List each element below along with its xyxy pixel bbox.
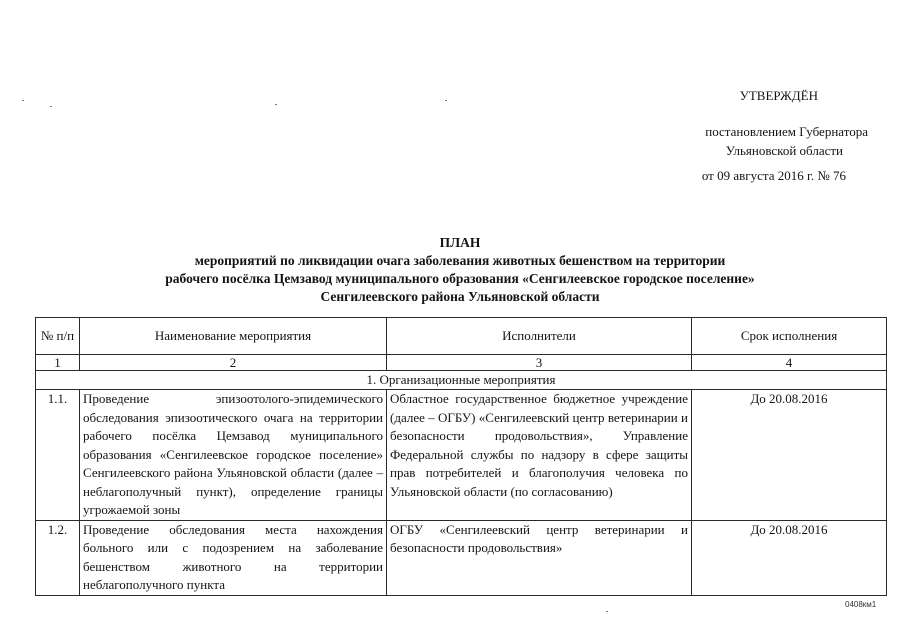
- row-number: 1.1.: [36, 390, 80, 521]
- header-no: № п/п: [36, 318, 80, 355]
- plan-heading: [80, 234, 840, 306]
- approval-line-2: Ульяновской области: [725, 143, 843, 158]
- plan-subtitle-line-2: рабочего посёлка Цемзавод муниципального образования «Сенгилеевское городское поселение»: [165, 271, 755, 286]
- approval-title: УТВЕРЖДЁН: [739, 88, 818, 103]
- scan-speck: [445, 100, 447, 101]
- row-event: Проведение эпизоотолого-эпидемического обследования эпизоотического очага на территории рабочего посёлка Цемзавод муниципального образования «Сенгилеевское городское поселение» Сенгилеевского района Ульяновской области (далее – неблагополучный пункт), определение границы угрожаемой зоны: [80, 390, 387, 521]
- section-title: 1. Организационные мероприятия: [36, 371, 887, 390]
- header-executors: Исполнители: [387, 318, 692, 355]
- scan-speck: [50, 106, 52, 107]
- column-number: 3: [387, 355, 692, 371]
- column-number: 1: [36, 355, 80, 371]
- row-executors: ОГБУ «Сенгилеевский центр ветеринарии и безопасности продовольствия»: [387, 520, 692, 595]
- scan-speck: [22, 100, 24, 101]
- row-deadline: До 20.08.2016: [692, 390, 887, 521]
- column-number: 2: [80, 355, 387, 371]
- column-number-row: [36, 355, 887, 371]
- plan-subtitle-line-3: Сенгилеевского района Ульяновской области: [320, 289, 600, 304]
- column-number: 4: [692, 355, 887, 371]
- approval-line-1: постановлением Губернатора: [705, 124, 868, 139]
- row-deadline: До 20.08.2016: [692, 520, 887, 595]
- table-row: [36, 520, 887, 595]
- row-event: Проведение обследования места нахождения больного или с подозрением на заболевание бешенством животного на территории неблагополучного пункта: [80, 520, 387, 595]
- row-number: 1.2.: [36, 520, 80, 595]
- plan-table: [35, 317, 887, 596]
- approval-line-3: от 09 августа 2016 г. № 76: [701, 168, 846, 183]
- plan-subtitle-line-1: мероприятий по ликвидации очага заболевания животных бешенством на территории: [194, 253, 726, 268]
- document-stamp: 0408км1: [845, 600, 877, 609]
- header-event: Наименование мероприятия: [80, 318, 387, 355]
- scan-speck: [606, 611, 608, 612]
- row-executors: Областное государственное бюджетное учреждение (далее – ОГБУ) «Сенгилеевский центр ветеринарии и безопасности продовольствия», Управление Федеральной службы по надзору в сфере защиты прав потребителей и благополучия человека по Ульяновской области (по согласованию): [387, 390, 692, 521]
- section-row: [36, 371, 887, 390]
- plan-title: ПЛАН: [439, 235, 481, 250]
- header-deadline: Срок исполнения: [692, 318, 887, 355]
- scan-speck: [275, 104, 277, 105]
- table-header-row: [36, 318, 887, 355]
- table-row: [36, 390, 887, 521]
